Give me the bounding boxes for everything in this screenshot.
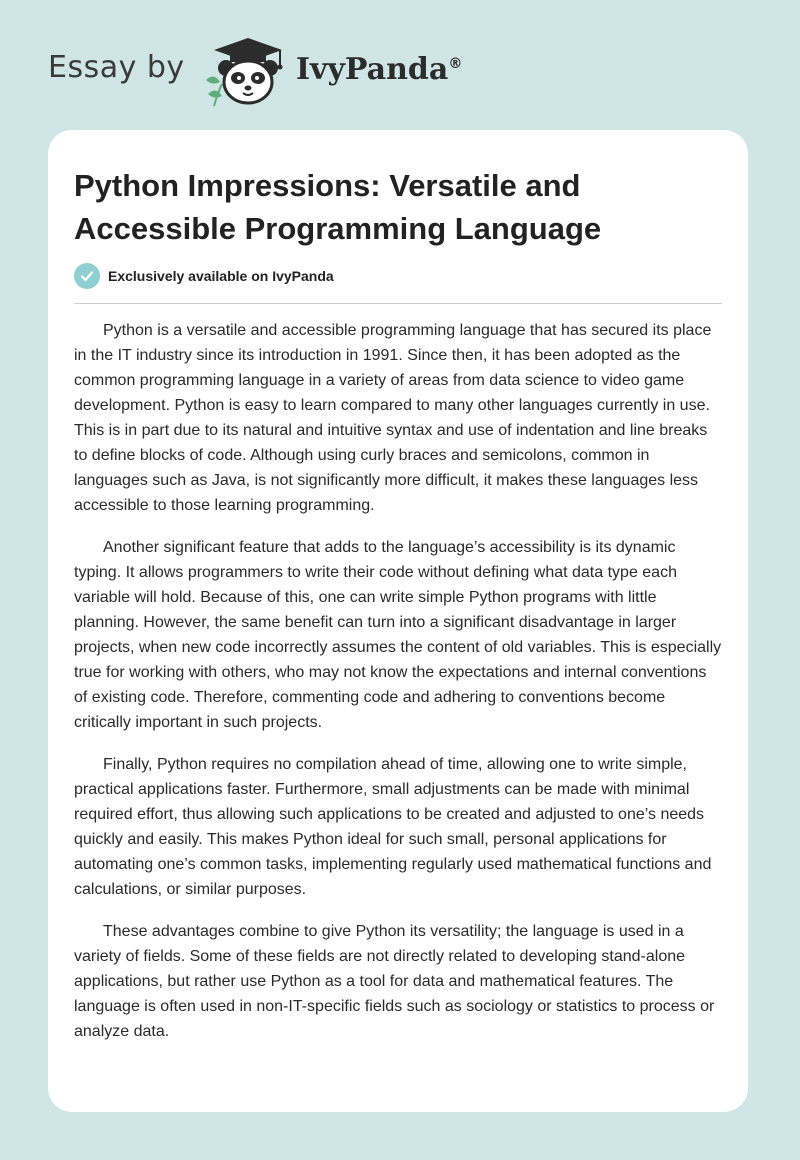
paragraph: Finally, Python requires no compilation ahead of time, allowing one to write simple, practical applications faster. Furthermore, small adjustments can be made with minimal required effort, thus allowing such applications to be created and adjusted to one’s needs quickly and easily. This makes Python ideal for such small, personal applications for automating one’s common tasks, implementing regularly used mathematical functions and calculations, or similar purposes. xyxy=(74,756,712,898)
essay-title: Python Impressions: Versatile and Accessible Programming Language xyxy=(74,168,602,246)
site-header xyxy=(0,0,800,130)
paragraph: Another significant feature that adds to the language’s accessibility is its dynamic typing. It allows programmers to write their code without defining what data type each variable will hold. Because of this, one can write simple Python programs with little planning. However, the same benefit can turn into a significant disadvantage in larger projects, when new code incorrectly assumes the content of old variables. This is especially true for working with others, who may not know the expectations and internal conventions of existing code. Therefore, commenting code and adhering to conventions become critically important in such projects. xyxy=(74,539,722,731)
exclusive-badge xyxy=(74,263,334,289)
essay-body xyxy=(74,318,724,1061)
panda-logo-icon[interactable] xyxy=(200,36,290,108)
check-circle-icon xyxy=(74,263,100,289)
brand-name[interactable] xyxy=(296,52,462,87)
divider xyxy=(74,303,722,304)
registered-mark: ® xyxy=(448,56,463,72)
essay-by-label: Essay by xyxy=(48,50,185,85)
brand-text: IvyPanda xyxy=(296,52,449,87)
exclusive-badge-label: Exclusively available on IvyPanda xyxy=(108,268,334,284)
paragraph: Python is a versatile and accessible programming language that has secured its place in the IT industry since its introduction in 1991. Since then, it has been adopted as the common programming language in a variety of areas from data science to video game development. Python is easy to learn compared to many other languages currently in use. This is in part due to its natural and intuitive syntax and use of indentation and line breaks to define blocks of code. Although using curly braces and semicolons, common in languages such as Java, is not significantly more difficult, it makes these languages less accessible to those learning programming. xyxy=(74,322,712,514)
essay-card xyxy=(48,130,748,1112)
paragraph: These advantages combine to give Python its versatility; the language is used in a variety of fields. Some of these fields are not directly related to developing stand-alone applications, but rather use Python as a tool for data and mathematical features. The language is often used in non-IT-specific fields such as sociology or statistics to process or analyze data. xyxy=(74,923,715,1040)
